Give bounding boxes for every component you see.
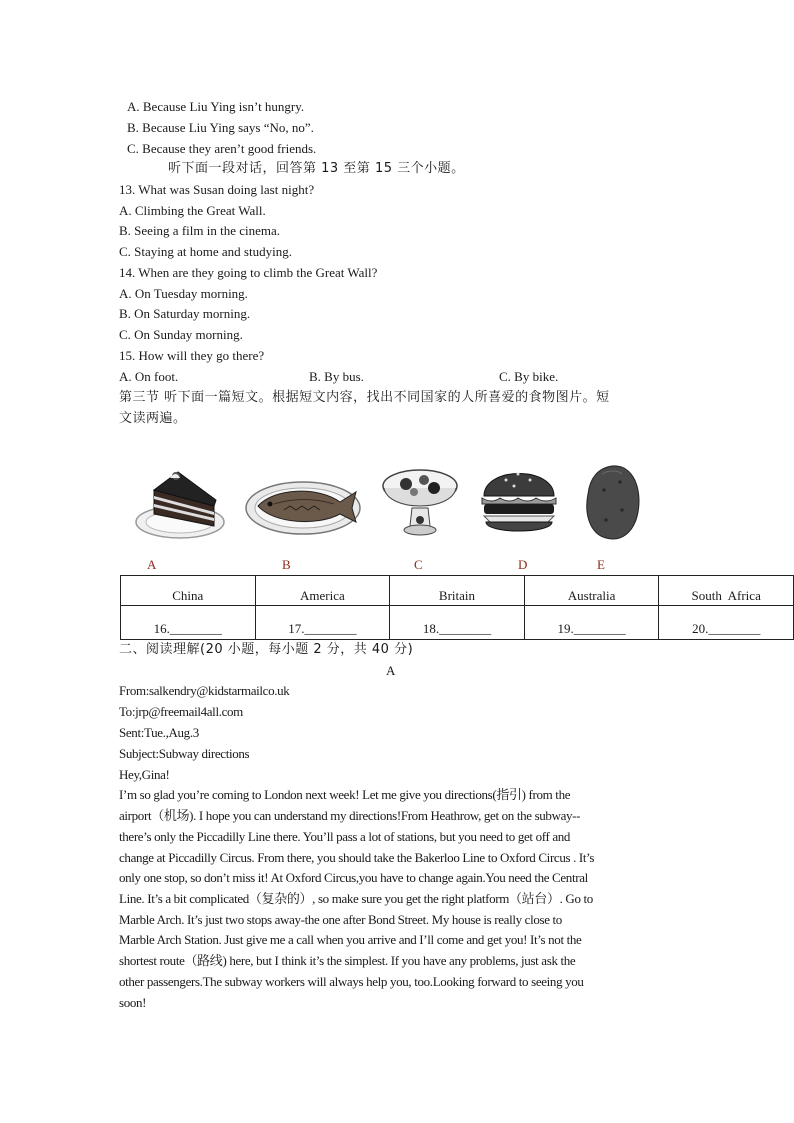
answer-blank-20[interactable]: 20.________ — [659, 606, 794, 640]
section3-instruction-line1: 第三节 听下面一篇短文。根据短文内容，找出不同国家的人所喜爱的食物图片。短 — [119, 390, 610, 405]
email-greeting: Hey,Gina! — [119, 767, 170, 782]
table-header-row — [121, 576, 794, 606]
potato-icon — [582, 460, 644, 544]
answer-table — [120, 575, 794, 640]
question-13-option-a: A. Climbing the Great Wall. — [119, 203, 266, 218]
answer-blank-17[interactable]: 17.________ — [255, 606, 390, 640]
cake-slice-icon — [134, 460, 226, 544]
email-body-line: shortest route（路线) here, but I think it’s the simplest. If you have any problems, just ask the — [119, 953, 576, 968]
email-body-line: only one stop, so don’t miss it! At Oxford Circus,you have to change again.You need the Central — [119, 870, 588, 885]
email-body-line: other passengers.The subway workers will always help you, too.Looking forward to seeing you — [119, 974, 584, 989]
fish-plate-icon — [244, 460, 362, 544]
section3-instruction-line2: 文读两遍。 — [119, 411, 187, 426]
email-to: To:jrp@freemail4all.com — [119, 704, 243, 719]
email-body-line: airport（机场). I hope you can understand my directions!From Heathrow, get on the subway-- — [119, 808, 581, 823]
food-label-e: E — [597, 557, 605, 572]
question-15-option-b: B. By bus. — [309, 369, 364, 384]
answer-blank-18[interactable]: 18.________ — [390, 606, 525, 640]
hamburger-icon — [478, 460, 560, 544]
passage-label: A — [386, 663, 396, 678]
email-subject: Subject:Subway directions — [119, 746, 250, 761]
question-15-option-c: C. By bike. — [499, 369, 559, 384]
answer-blank-16[interactable]: 16.________ — [121, 606, 256, 640]
country-australia: Australia — [524, 576, 659, 606]
prev-option-a: A. Because Liu Ying isn’t hungry. — [127, 99, 305, 114]
question-13-option-c: C. Staying at home and studying. — [119, 244, 292, 259]
food-label-c: C — [414, 557, 423, 572]
email-body-line: Marble Arch. It’s just two stops away-the one after Bond Street. My house is really close to — [119, 912, 562, 927]
email-from: From:salkendry@kidstarmailco.uk — [119, 683, 290, 698]
email-body-line: soon! — [119, 995, 147, 1010]
prev-option-c: C. Because they aren’t good friends. — [127, 141, 317, 156]
country-britain: Britain — [390, 576, 525, 606]
food-label-a: A — [147, 557, 157, 572]
food-label-b: B — [282, 557, 291, 572]
country-south-africa: South Africa — [659, 576, 794, 606]
country-china: China — [121, 576, 256, 606]
prev-option-b: B. Because Liu Ying says “No, no”. — [127, 120, 314, 135]
food-label-d: D — [518, 557, 528, 572]
salad-bowl-icon — [380, 460, 460, 544]
reading-heading: 二、阅读理解(20 小题，每小题 2 分，共 40 分) — [119, 642, 414, 657]
question-13-stem: 13. What was Susan doing last night? — [119, 182, 315, 197]
email-body-line: Line. It’s a bit complicated（复杂的）, so make sure you get the right platform（站台）. Go to — [119, 891, 593, 906]
question-14-option-c: C. On Sunday morning. — [119, 327, 243, 342]
question-15-option-a: A. On foot. — [119, 369, 179, 384]
email-body-line: Marble Arch Station. Just give me a call when you arrive and I’ll come and get you! It’s not the — [119, 932, 582, 947]
country-america: America — [255, 576, 390, 606]
email-body-line: change at Piccadilly Circus. From there, you should take the Bakerloo Line to Oxford Circus . It’s — [119, 850, 595, 865]
email-body-line: there’s only the Piccadilly Line there. You’ll pass a lot of stations, but you need to get off and — [119, 829, 571, 844]
question-15-stem: 15. How will they go there? — [119, 348, 265, 363]
question-14-stem: 14. When are they going to climb the Great Wall? — [119, 265, 378, 280]
question-14-option-a: A. On Tuesday morning. — [119, 286, 248, 301]
question-13-option-b: B. Seeing a film in the cinema. — [119, 223, 281, 238]
answer-blank-19[interactable]: 19.________ — [524, 606, 659, 640]
table-answer-row — [121, 606, 794, 640]
email-sent: Sent:Tue.,Aug.3 — [119, 725, 199, 740]
email-body-line: I’m so glad you’re coming to London next week! Let me give you directions(指引) from the — [119, 787, 571, 802]
dialog-instruction: 听下面一段对话，回答第 13 至第 15 三个小题。 — [168, 161, 465, 176]
question-14-option-b: B. On Saturday morning. — [119, 306, 251, 321]
